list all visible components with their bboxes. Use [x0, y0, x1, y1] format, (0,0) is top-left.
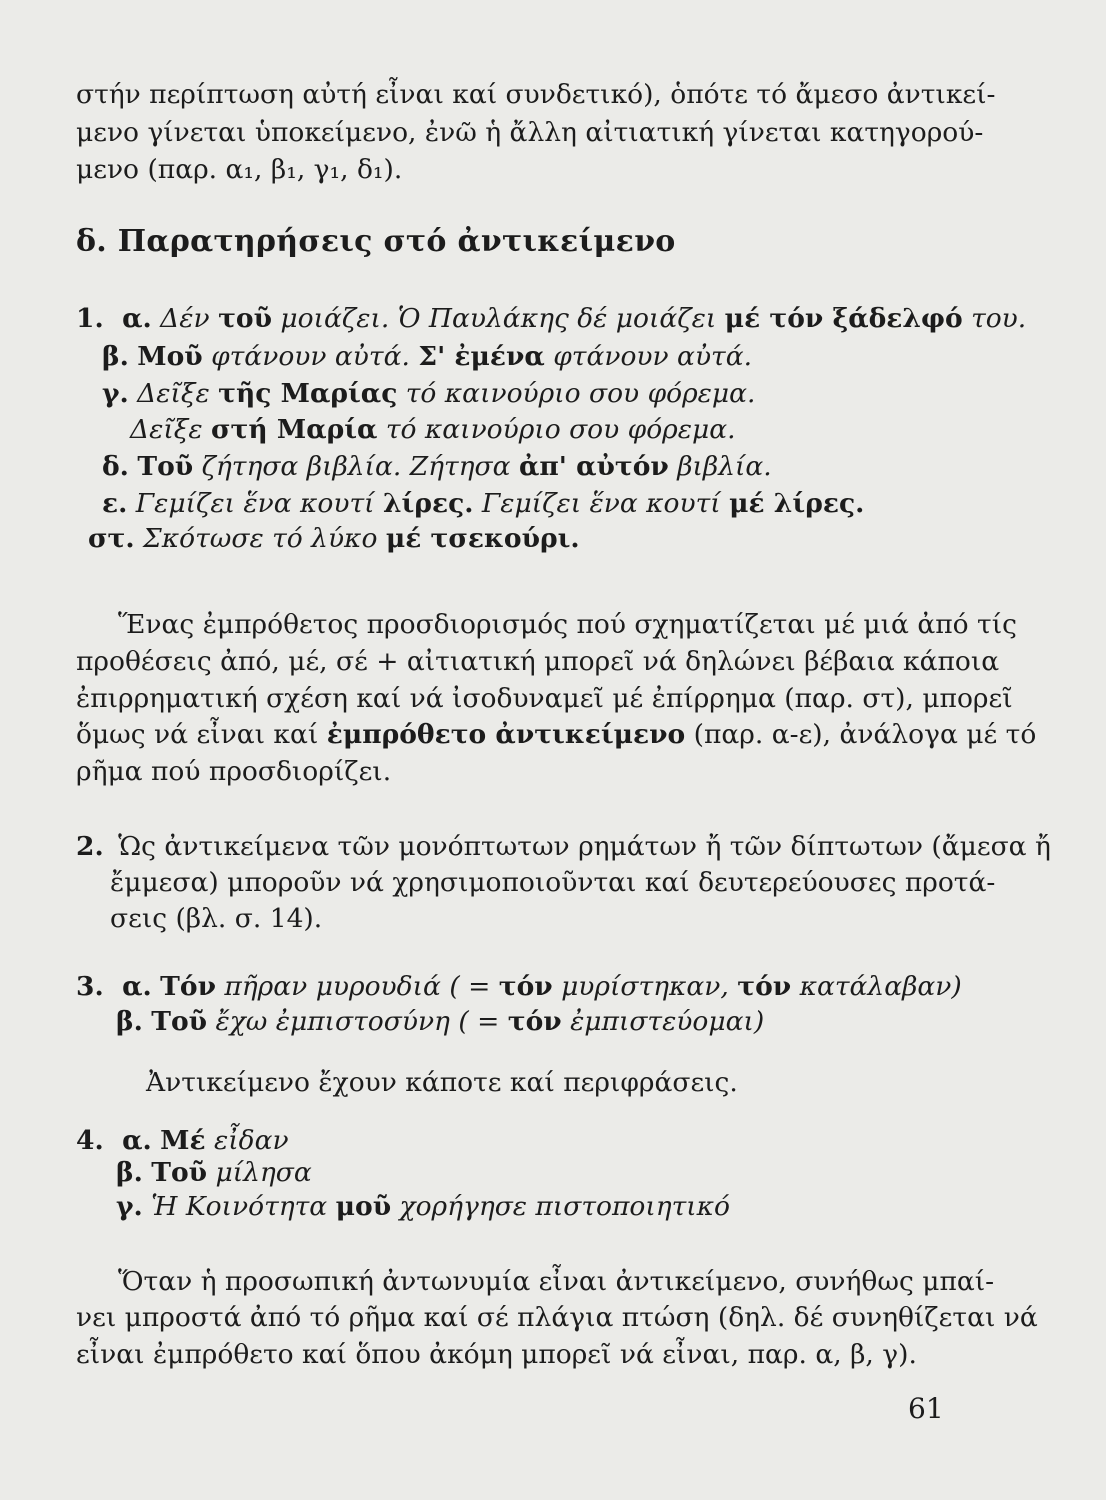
para-1-line-1: Ἕνας ἐμπρόθετος προσδιορισμός πού σχηματίζεται μέ μιά ἀπό τίς	[118, 609, 1017, 640]
intro-line-3: μενο (παρ. α₁, β₁, γ₁, δ₁).	[76, 154, 403, 185]
example-text: Δεῖξε	[137, 378, 219, 409]
example-bold: Σ' ἐμένα	[418, 341, 545, 372]
example-text: Ἡ Κοινότητα	[151, 1191, 336, 1222]
example-bold: μέ τόν ξάδελφό	[724, 303, 963, 334]
note-1-item-st	[88, 522, 580, 556]
example-text: μυρίστηκαν,	[552, 971, 738, 1002]
example-bold: Τοῦ	[137, 451, 194, 482]
example-bold: τοῦ	[218, 303, 272, 334]
note-3-number: 3.	[76, 971, 104, 1002]
para-text: ὅμως νά εἶναι καί	[76, 719, 327, 750]
example-text: εἶδαν	[205, 1125, 289, 1156]
note-1-item-c	[102, 377, 755, 411]
example-text: τό καινούριο σου φόρεμα.	[377, 414, 736, 445]
item-label: γ.	[116, 1191, 143, 1222]
note-2-line-3: σεις (βλ. σ. 14).	[110, 903, 323, 934]
note-2-number: 2.	[76, 831, 104, 862]
note-4-item-a	[76, 1124, 289, 1158]
example-bold: τῆς Μαρίας	[218, 378, 398, 409]
note-3-remark: Ἀντικείμενο ἔχουν κάποτε καί περιφράσεις.	[146, 1067, 738, 1098]
section-heading: δ. Παρατηρήσεις στό ἀντικείμενο	[76, 224, 676, 259]
para-2-line-2: νει μπροστά ἀπό τό ρῆμα καί σέ πλάγια πτώση (δηλ. δέ συνηθίζεται νά	[76, 1302, 1038, 1333]
example-text: Γεμίζει ἕνα κουτί	[473, 488, 730, 519]
item-label: στ.	[88, 523, 135, 554]
note-1-item-b	[102, 340, 752, 374]
para-1-line-4	[76, 718, 1036, 752]
example-bold: τόν	[507, 1006, 562, 1037]
note-1-item-c2	[130, 413, 736, 447]
note-3-item-a	[76, 970, 962, 1004]
para-1-line-3: ἐπιρρηματική σχέση καί νά ἰσοδυναμεῖ μέ ἐπίρρημα (παρ. στ), μπορεῖ	[76, 683, 1013, 714]
para-text: (παρ. α-ε), ἀνάλογα μέ τό	[685, 719, 1037, 750]
item-label: α.	[122, 1125, 152, 1156]
note-4-item-c	[116, 1190, 730, 1224]
note-2-line-1	[76, 830, 1051, 864]
example-bold: τόν	[737, 971, 792, 1002]
example-bold: μοῦ	[335, 1191, 392, 1222]
example-bold: Μέ	[160, 1125, 206, 1156]
note-2-line-2: ἔμμεσα) μποροῦν νά χρησιμοποιοῦνται καί δευτερεύουσες προτά-	[110, 867, 996, 898]
note-1-number: 1.	[76, 303, 104, 334]
para-2-line-1: Ὅταν ἡ προσωπική ἀντωνυμία εἶναι ἀντικείμενο, συνήθως μπαί-	[118, 1266, 995, 1297]
example-text: φτάνουν αὐτά.	[544, 341, 753, 372]
para-1-line-2: προθέσεις ἀπό, μέ, σέ + αἰτιατική μπορεῖ νά δηλώνει βέβαια κάποια	[76, 646, 1000, 677]
item-label: β.	[102, 341, 129, 372]
intro-line-2: μενο γίνεται ὑποκείμενο, ἐνῶ ἡ ἄλλη αἰτιατική γίνεται κατηγορού-	[76, 117, 984, 148]
item-label: γ.	[102, 378, 129, 409]
example-text: μοιάζει. Ὁ Παυλάκης δέ μοιάζει	[271, 303, 725, 334]
example-bold: ἀπ' αὐτόν	[518, 451, 669, 482]
item-label: β.	[116, 1157, 143, 1188]
item-label: ε.	[102, 488, 128, 519]
example-bold: Τοῦ	[151, 1157, 208, 1188]
item-label: δ.	[102, 451, 129, 482]
example-bold: Μοῦ	[137, 341, 203, 372]
example-bold: μέ τσεκούρι.	[385, 523, 580, 554]
para-2-line-3: εἶναι ἐμπρόθετο καί ὅπου ἀκόμη μπορεῖ νά εἶναι, παρ. α, β, γ).	[76, 1339, 917, 1370]
note-1-item-d	[102, 450, 772, 484]
item-label: β.	[116, 1006, 143, 1037]
example-text: μίλησα	[207, 1157, 312, 1188]
para-bold-term: ἐμπρόθετο ἀντικείμενο	[326, 719, 686, 750]
example-bold: στή Μαρία	[211, 414, 378, 445]
page-number: 61	[908, 1392, 944, 1425]
note-4-number: 4.	[76, 1125, 104, 1156]
note-1-item-e	[102, 487, 864, 521]
intro-line-1: στήν περίπτωση αὐτή εἶναι καί συνδετικό), ὁπότε τό ἄμεσο ἀντικεί-	[76, 79, 996, 110]
example-text: φτάνουν αὐτά.	[202, 341, 419, 372]
note-3-item-b	[116, 1005, 764, 1039]
item-label: α.	[122, 303, 152, 334]
example-text: Δεῖξε	[130, 414, 211, 445]
example-text: Σκότωσε τό λύκο	[143, 523, 386, 554]
example-text: Δέν	[160, 303, 219, 334]
example-bold: λίρες.	[382, 488, 474, 519]
example-bold: μέ λίρες.	[729, 488, 865, 519]
example-text: χορήγησε πιστοποιητικό	[391, 1191, 730, 1222]
example-bold: Τόν	[160, 971, 216, 1002]
example-text: του.	[962, 303, 1027, 334]
example-text: ἐμπιστεύομαι)	[561, 1006, 765, 1037]
example-bold: τόν	[498, 971, 553, 1002]
note-text: Ὡς ἀντικείμενα τῶν μονόπτωτων ρημάτων ἤ τῶν δίπτωτων (ἄμεσα ἤ	[118, 831, 1051, 862]
para-1-line-5: ρῆμα πού προσδιορίζει.	[76, 756, 392, 787]
example-text: ἔχω ἐμπιστοσύνη ( =	[207, 1006, 508, 1037]
example-text: τό καινούριο σου φόρεμα.	[397, 378, 756, 409]
example-text: βιβλία.	[668, 451, 772, 482]
note-1-item-a	[76, 302, 1026, 336]
example-bold: Τοῦ	[151, 1006, 208, 1037]
example-text: κατάλαβαν)	[791, 971, 962, 1002]
item-label: α.	[122, 971, 152, 1002]
note-4-item-b	[116, 1156, 312, 1190]
example-text: ζήτησα βιβλία. Ζήτησα	[193, 451, 519, 482]
example-text: Γεμίζει ἕνα κουτί	[135, 488, 383, 519]
example-text: πῆραν μυρουδιά ( =	[215, 971, 499, 1002]
